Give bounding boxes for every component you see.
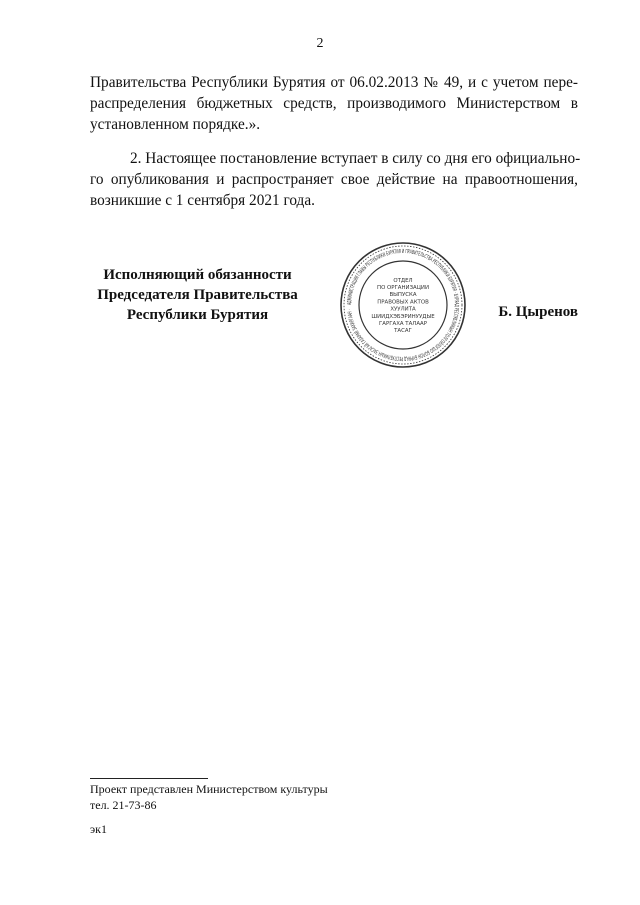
signatory-title-line: Республики Бурятия (126, 307, 269, 323)
signer-name: Б. Цыренов (498, 304, 578, 320)
paragraph-line: го опубликования и распространяет свое действие на правоотношения, (90, 171, 578, 188)
official-seal-stamp (338, 240, 468, 370)
seal-graphic (338, 240, 468, 370)
signatory-title-line: Председателя Правительства (97, 287, 298, 303)
seal-inner-line: ОТДЕЛ (393, 277, 413, 284)
seal-inner-line: ГАРГАХА ТАЛААР (379, 321, 427, 327)
paragraph-amendment-tail (90, 72, 578, 135)
page-number: 2 (316, 36, 324, 51)
paragraph-line: установленном порядке.». (90, 116, 261, 133)
footnote-divider (90, 778, 208, 779)
document-code: эк1 (90, 822, 107, 836)
footnote-line: Проект представлен Министерством культуры (90, 782, 328, 796)
signatory-title (70, 265, 325, 325)
seal-inner-line: ТАСАГ (394, 328, 412, 335)
paragraph-line: возникшие с 1 сентября 2021 года. (90, 192, 315, 209)
seal-inner-text (371, 278, 435, 334)
footnote (90, 781, 328, 813)
signatory-title-line: Исполняющий обязанности (103, 267, 292, 283)
footnote-line: тел. 21-73-86 (90, 798, 157, 812)
seal-inner-line: ШИИДХЭБЭРИНУУДЫЕ (371, 313, 435, 320)
paragraph-line: распределения бюджетных средств, производимого Министерством в (90, 95, 578, 112)
paragraph-line: Правительства Республики Бурятия от 06.02.2013 № 49, и с учетом пере- (90, 74, 578, 91)
seal-inner-line: ВЫПУСКА (389, 292, 417, 299)
paragraph-line: 2. Настоящее постановление вступает в силу со дня его официально- (130, 150, 581, 167)
seal-outer-text: АДМИНИСТРАЦИЯ ГЛАВЫ РЕСПУБЛИКИ БУРЯТИЯ И ПРАВИТЕЛЬСТВА РЕСПУБЛИКИ БУРЯТИЯ · БУРЯАД РЕСПУБЛИКЫН ТОЛГОЙЛОГШО БОЛОН БУРЯАД РЕСПУБЛИКЫН ЗАСАГАЙ ГАЗАРАЙ ЗАХИРГААН · (346, 248, 460, 362)
paragraph-effective-date (90, 148, 581, 211)
seal-inner-line: ХУУЛИТА (390, 306, 416, 313)
seal-inner-line: ПО ОРГАНИЗАЦИИ (377, 285, 429, 291)
seal-inner-line: ПРАВОВЫХ АКТОВ (377, 299, 429, 306)
